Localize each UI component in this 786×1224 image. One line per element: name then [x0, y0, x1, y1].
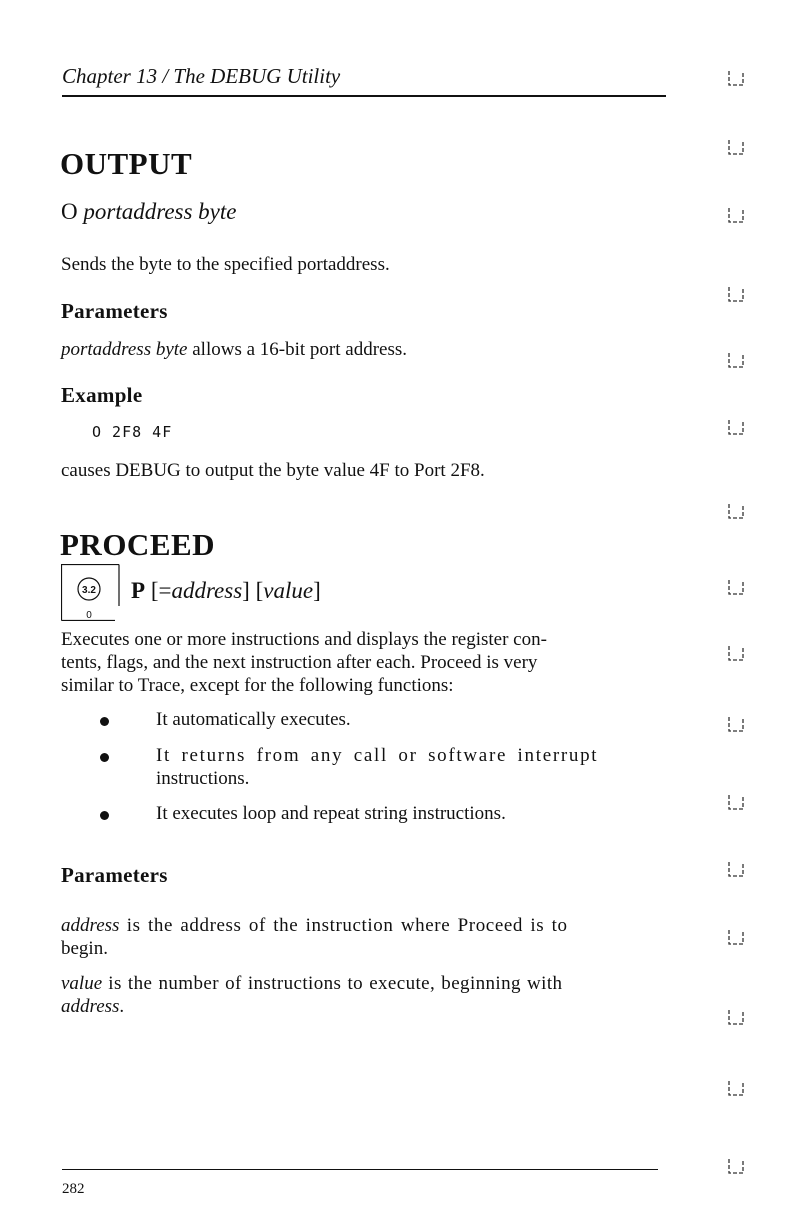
badge-version-text: 3.2 — [82, 585, 96, 596]
output-param-term: portaddress byte — [61, 339, 188, 360]
section-title-proceed: PROCEED — [60, 527, 216, 562]
list-item-text: It executes loop and repeat string instructions. — [156, 803, 506, 824]
proceed-description-line: Executes one or more instructions and displays the register con- — [61, 629, 547, 650]
footer-rule — [62, 1169, 658, 1170]
proceed-syntax-value: value — [263, 578, 314, 603]
proceed-parameters-heading: Parameters — [61, 863, 168, 887]
output-description: Sends the byte to the specified portaddress. — [61, 254, 390, 275]
badge-subscript-text: 0 — [86, 610, 92, 621]
param-address-term: address — [61, 915, 120, 936]
binding-mark-icon — [726, 858, 746, 878]
proceed-syntax-mid: ] [ — [242, 578, 264, 603]
binding-mark-icon — [726, 713, 746, 733]
param-address-line-continued: begin. — [61, 938, 108, 959]
output-param-description: allows a 16-bit port address. — [187, 339, 407, 360]
list-item-text: It returns from any call or software interrupt — [156, 745, 599, 766]
output-example-result: causes DEBUG to output the byte value 4F to Port 2F8. — [61, 460, 485, 481]
version-badge-frame — [61, 564, 120, 621]
binding-mark-icon — [726, 791, 746, 811]
proceed-param-value — [61, 972, 663, 1018]
proceed-syntax — [131, 578, 321, 604]
binding-mark-icon — [726, 283, 746, 303]
binding-mark-icon — [726, 1155, 746, 1175]
header-rule — [62, 95, 666, 97]
proceed-description-line: similar to Trace, except for the following functions: — [61, 675, 454, 696]
param-value-line-continued — [61, 995, 663, 1018]
bullet-icon — [100, 753, 109, 762]
list-item-text: It automatically executes. — [156, 709, 351, 730]
output-example-code: O 2F8 4F — [92, 423, 173, 441]
proceed-syntax-open: [= — [145, 578, 172, 603]
binding-mark-icon — [726, 1006, 746, 1026]
proceed-syntax-address: address — [171, 578, 243, 603]
version-badge — [61, 564, 120, 621]
proceed-syntax-close: ] — [313, 578, 321, 603]
output-parameter-text — [61, 338, 663, 361]
bullet-icon — [100, 717, 109, 726]
output-command: O — [61, 199, 78, 224]
output-args: portaddress byte — [83, 199, 237, 224]
binding-mark-icon — [726, 416, 746, 436]
param-address-line — [61, 914, 663, 937]
bullet-icon — [100, 811, 109, 820]
binding-mark-icon — [726, 204, 746, 224]
list-item-text-continued: instructions. — [156, 768, 250, 789]
binding-mark-icon — [726, 576, 746, 596]
section-title-output: OUTPUT — [60, 146, 193, 181]
proceed-param-address — [61, 914, 663, 960]
param-value-tail: . — [119, 996, 125, 1017]
param-value-term: value — [61, 973, 103, 994]
output-parameters-heading: Parameters — [61, 299, 168, 323]
page-number: 282 — [62, 1181, 85, 1197]
running-head: Chapter 13 / The DEBUG Utility — [62, 64, 341, 88]
binding-mark-icon — [726, 926, 746, 946]
param-value-term-repeat: address — [61, 996, 120, 1017]
binding-mark-icon — [726, 1077, 746, 1097]
param-value-description: is the number of instructions to execute, beginning with — [102, 973, 563, 994]
output-example-heading: Example — [61, 383, 143, 407]
proceed-description-line: tents, flags, and the next instruction after each. Proceed is very — [61, 652, 538, 673]
output-syntax — [61, 199, 236, 225]
binding-mark-icon — [726, 642, 746, 662]
binding-mark-icon — [726, 349, 746, 369]
proceed-description — [61, 628, 663, 697]
proceed-command: P — [131, 578, 146, 603]
binding-mark-icon — [726, 136, 746, 156]
binding-mark-icon — [726, 500, 746, 520]
param-value-line — [61, 972, 663, 995]
binding-mark-icon — [726, 67, 746, 87]
param-address-description: is the address of the instruction where Proceed is to — [119, 915, 568, 936]
